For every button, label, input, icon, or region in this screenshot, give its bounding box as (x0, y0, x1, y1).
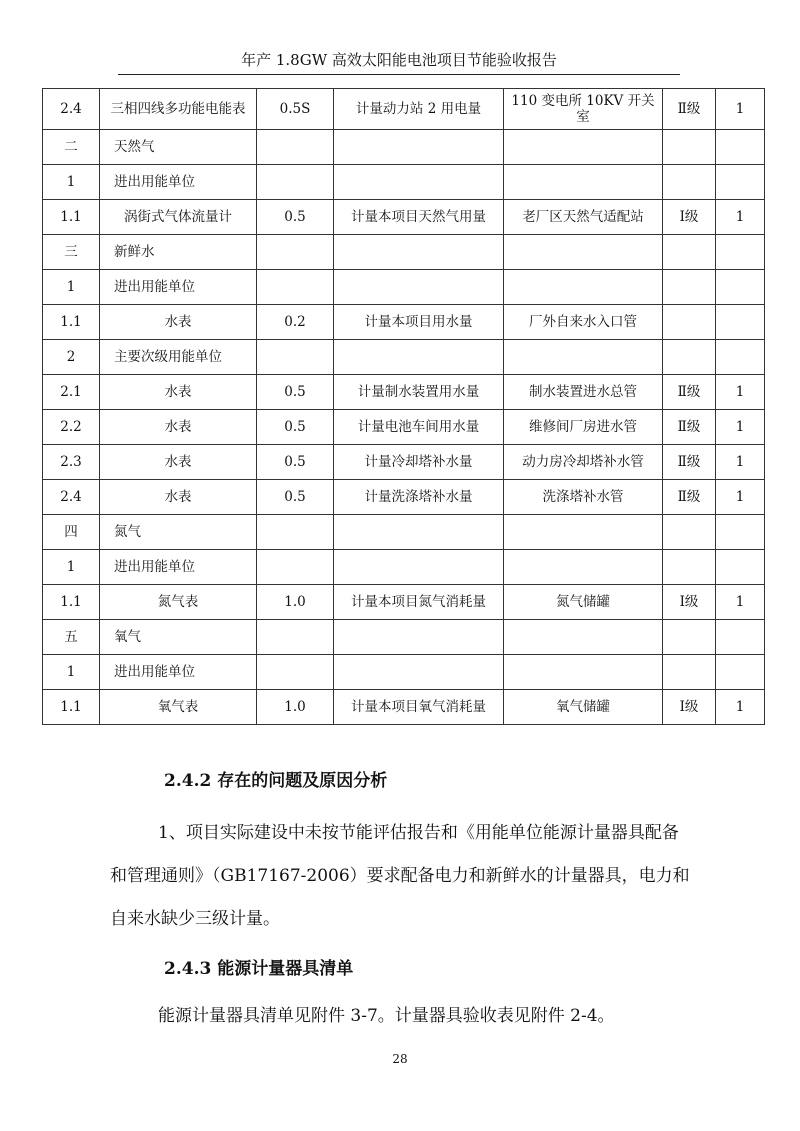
cell-location (504, 130, 663, 165)
cell-accuracy: 0.5 (257, 480, 334, 515)
table-category-row (43, 165, 765, 200)
cell-purpose: 计量本项目天然气用量 (334, 200, 504, 235)
cell-accuracy (257, 235, 334, 270)
cell-grade: Ⅱ级 (663, 480, 716, 515)
table-row (43, 480, 765, 515)
paragraph-problem (110, 812, 690, 941)
cell-no: 1 (43, 270, 100, 305)
cell-purpose: 计量冷却塔补水量 (334, 445, 504, 480)
table-row (43, 375, 765, 410)
cell-grade (663, 550, 716, 585)
cell-name: 进出用能单位 (100, 550, 257, 585)
cell-accuracy (257, 550, 334, 585)
page-number: 28 (392, 1052, 408, 1066)
cell-purpose (334, 620, 504, 655)
cell-purpose: 计量动力站 2 用电量 (334, 89, 504, 130)
table-row (43, 89, 765, 130)
cell-no: 1 (43, 165, 100, 200)
cell-qty (716, 550, 765, 585)
cell-accuracy: 0.5 (257, 200, 334, 235)
cell-no: 2 (43, 340, 100, 375)
section-heading-2-4-3: 2.4.3 能源计量器具清单 (164, 959, 354, 979)
section-heading-2-4-2: 2.4.2 存在的问题及原因分析 (164, 771, 388, 791)
cell-no: 2.4 (43, 89, 100, 130)
cell-qty: 1 (716, 200, 765, 235)
cell-grade (663, 515, 716, 550)
table-category-row (43, 270, 765, 305)
cell-purpose: 计量本项目用水量 (334, 305, 504, 340)
cell-grade (663, 655, 716, 690)
cell-accuracy: 1.0 (257, 585, 334, 620)
cell-qty (716, 305, 765, 340)
cell-location: 洗涤塔补水管 (504, 480, 663, 515)
cell-purpose: 计量制水装置用水量 (334, 375, 504, 410)
cell-grade (663, 165, 716, 200)
cell-qty (716, 340, 765, 375)
cell-qty: 1 (716, 445, 765, 480)
cell-purpose (334, 235, 504, 270)
cell-name: 氮气表 (100, 585, 257, 620)
cell-no: 2.1 (43, 375, 100, 410)
cell-location (504, 550, 663, 585)
cell-no: 五 (43, 620, 100, 655)
cell-accuracy: 0.5 (257, 375, 334, 410)
cell-grade: Ⅱ级 (663, 375, 716, 410)
cell-no: 1.1 (43, 585, 100, 620)
cell-no: 2.2 (43, 410, 100, 445)
cell-purpose (334, 130, 504, 165)
cell-qty (716, 270, 765, 305)
cell-qty (716, 655, 765, 690)
cell-location (504, 515, 663, 550)
table-category-row (43, 340, 765, 375)
cell-grade: Ⅱ级 (663, 89, 716, 130)
table-row (43, 200, 765, 235)
cell-accuracy (257, 130, 334, 165)
cell-location: 氮气储罐 (504, 585, 663, 620)
cell-grade (663, 130, 716, 165)
cell-name: 水表 (100, 375, 257, 410)
cell-grade: Ⅰ级 (663, 200, 716, 235)
cell-location: 厂外自来水入口管 (504, 305, 663, 340)
cell-name: 主要次级用能单位 (100, 340, 257, 375)
cell-qty (716, 620, 765, 655)
cell-grade (663, 305, 716, 340)
cell-name: 三相四线多功能电能表 (100, 89, 257, 130)
cell-qty (716, 515, 765, 550)
cell-no: 2.4 (43, 480, 100, 515)
cell-name: 进出用能单位 (100, 270, 257, 305)
cell-qty (716, 235, 765, 270)
cell-name: 氧气表 (100, 690, 257, 725)
table-category-row (43, 655, 765, 690)
cell-location (504, 620, 663, 655)
cell-location: 维修间厂房进水管 (504, 410, 663, 445)
cell-purpose: 计量电池车间用水量 (334, 410, 504, 445)
cell-grade (663, 235, 716, 270)
cell-name: 天然气 (100, 130, 257, 165)
meter-table-body (43, 89, 765, 725)
cell-qty: 1 (716, 375, 765, 410)
table-row (43, 305, 765, 340)
meter-table (42, 88, 765, 725)
cell-accuracy (257, 515, 334, 550)
cell-no: 1.1 (43, 200, 100, 235)
cell-accuracy: 1.0 (257, 690, 334, 725)
cell-location: 110 变电所 10KV 开关室 (504, 89, 663, 130)
cell-no: 2.3 (43, 445, 100, 480)
cell-purpose (334, 165, 504, 200)
cell-accuracy: 0.5 (257, 410, 334, 445)
table-category-row (43, 550, 765, 585)
cell-no: 二 (43, 130, 100, 165)
cell-accuracy (257, 270, 334, 305)
cell-grade: Ⅰ级 (663, 690, 716, 725)
cell-no: 1 (43, 655, 100, 690)
table-category-row (43, 130, 765, 165)
cell-grade (663, 270, 716, 305)
cell-accuracy (257, 655, 334, 690)
cell-grade: Ⅱ级 (663, 410, 716, 445)
cell-purpose (334, 515, 504, 550)
cell-qty (716, 165, 765, 200)
table-category-row (43, 515, 765, 550)
cell-grade: Ⅱ级 (663, 445, 716, 480)
cell-location: 制水装置进水总管 (504, 375, 663, 410)
cell-purpose (334, 655, 504, 690)
cell-name: 涡街式气体流量计 (100, 200, 257, 235)
table-row (43, 410, 765, 445)
cell-qty: 1 (716, 480, 765, 515)
cell-accuracy (257, 165, 334, 200)
cell-grade (663, 620, 716, 655)
table-row (43, 690, 765, 725)
table-row (43, 585, 765, 620)
cell-location: 动力房冷却塔补水管 (504, 445, 663, 480)
paragraph-problem-text: 1、项目实际建设中未按节能评估报告和《用能单位能源计量器具配备和管理通则》（GB17167-2006）要求配备电力和新鲜水的计量器具，电力和自来水缺少三级计量。 (110, 823, 690, 929)
cell-no: 1.1 (43, 305, 100, 340)
cell-location (504, 655, 663, 690)
cell-grade (663, 340, 716, 375)
cell-purpose (334, 550, 504, 585)
cell-accuracy: 0.5S (257, 89, 334, 130)
cell-qty: 1 (716, 410, 765, 445)
cell-location (504, 270, 663, 305)
cell-name: 水表 (100, 480, 257, 515)
cell-qty: 1 (716, 585, 765, 620)
cell-name: 新鲜水 (100, 235, 257, 270)
cell-name: 进出用能单位 (100, 655, 257, 690)
cell-purpose: 计量本项目氮气消耗量 (334, 585, 504, 620)
cell-purpose (334, 270, 504, 305)
cell-no: 1.1 (43, 690, 100, 725)
table-category-row (43, 235, 765, 270)
cell-no: 1 (43, 550, 100, 585)
cell-location (504, 165, 663, 200)
cell-grade: Ⅰ级 (663, 585, 716, 620)
cell-qty (716, 130, 765, 165)
cell-purpose: 计量本项目氧气消耗量 (334, 690, 504, 725)
cell-qty: 1 (716, 89, 765, 130)
cell-purpose (334, 340, 504, 375)
table-row (43, 445, 765, 480)
paragraph-list-text: 能源计量器具清单见附件 3-7。计量器具验收表见附件 2-4。 (158, 1006, 615, 1026)
cell-purpose: 计量洗涤塔补水量 (334, 480, 504, 515)
page-header-title: 年产 1.8GW 高效太阳能电池项目节能验收报告 (241, 51, 557, 69)
header-divider (118, 74, 680, 75)
cell-name: 水表 (100, 305, 257, 340)
cell-location: 老厂区天然气适配站 (504, 200, 663, 235)
cell-location (504, 340, 663, 375)
cell-qty: 1 (716, 690, 765, 725)
cell-name: 进出用能单位 (100, 165, 257, 200)
cell-accuracy: 0.2 (257, 305, 334, 340)
cell-name: 氧气 (100, 620, 257, 655)
cell-no: 三 (43, 235, 100, 270)
cell-location: 氧气储罐 (504, 690, 663, 725)
cell-accuracy: 0.5 (257, 445, 334, 480)
cell-name: 氮气 (100, 515, 257, 550)
table-category-row (43, 620, 765, 655)
cell-name: 水表 (100, 445, 257, 480)
paragraph-list (110, 995, 690, 1038)
cell-accuracy (257, 620, 334, 655)
cell-accuracy (257, 340, 334, 375)
cell-location (504, 235, 663, 270)
cell-no: 四 (43, 515, 100, 550)
cell-name: 水表 (100, 410, 257, 445)
